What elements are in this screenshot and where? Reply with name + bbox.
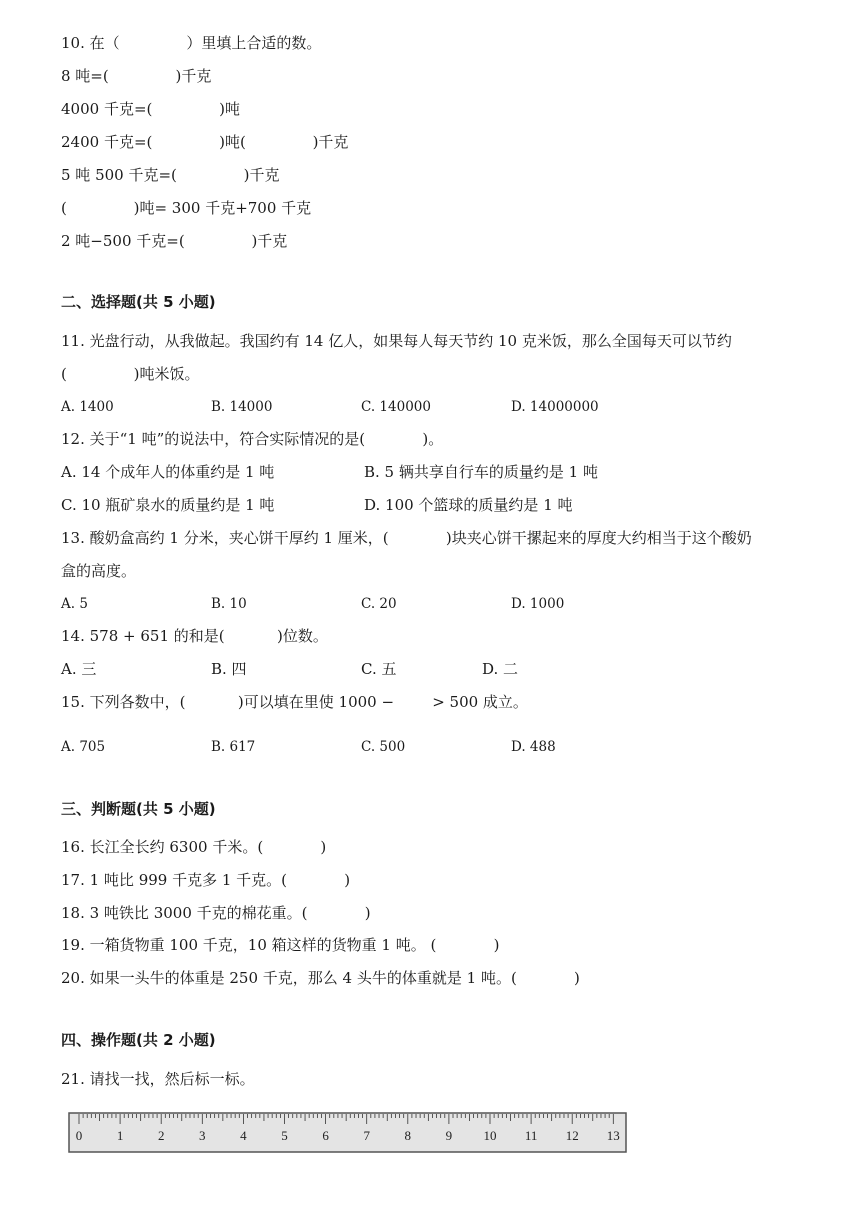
question-10-line-4: 5 吨 500 千克=( )千克 xyxy=(61,166,280,184)
question-10-stem: 10. 在（ ）里填上合适的数。 xyxy=(61,34,322,52)
question-14-stem: 14. 578 + 651 的和是( )位数。 xyxy=(61,627,328,645)
section-heading-judgment: 三、判断题(共 5 小题) xyxy=(61,800,216,818)
option-a[interactable]: A. 5 xyxy=(61,596,88,612)
option-c[interactable]: C. 140000 xyxy=(361,399,431,415)
question-21-stem: 21. 请找一找，然后标一标。 xyxy=(61,1070,255,1088)
ruler-label: 4 xyxy=(240,1128,247,1143)
ruler-label: 0 xyxy=(75,1128,83,1143)
question-11-stem-line-2: ( )吨米饭。 xyxy=(61,365,200,383)
option-b[interactable]: B. 四 xyxy=(211,660,247,678)
question-13-options xyxy=(61,594,821,614)
question-17: 17. 1 吨比 999 千克多 1 千克。( ) xyxy=(61,871,351,889)
question-13-stem-line-2: 盒的高度。 xyxy=(61,562,137,580)
question-13-stem-line-1: 13. 酸奶盒高约 1 分米，夹心饼干厚约 1 厘米，( )块夹心饼干摞起来的厚度大约相当于这个酸奶 xyxy=(61,529,752,547)
ruler-body xyxy=(69,1113,626,1152)
ruler-label: 13 xyxy=(606,1128,620,1143)
ruler-label: 5 xyxy=(281,1128,288,1143)
section-heading-operation: 四、操作题(共 2 小题) xyxy=(61,1031,216,1049)
question-11-stem-line-1: 11. 光盘行动，从我做起。我国约有 14 亿人，如果每人每天节约 10 克米饭，那么全国每天可以节约 xyxy=(61,332,732,350)
ruler-label: 7 xyxy=(363,1128,370,1143)
ruler-label: 10 xyxy=(483,1128,497,1143)
ruler-label: 6 xyxy=(322,1128,329,1143)
question-10-line-2: 4000 千克=( )吨 xyxy=(61,100,240,118)
question-20: 20. 如果一头牛的体重是 250 千克，那么 4 头牛的体重就是 1 吨。( ) xyxy=(61,969,580,987)
ruler-label: 2 xyxy=(157,1128,165,1143)
question-10-line-3: 2400 千克=( )吨( )千克 xyxy=(61,133,349,151)
option-d[interactable]: D. 14000000 xyxy=(511,399,599,415)
ruler-label: 12 xyxy=(565,1128,579,1143)
question-16: 16. 长江全长约 6300 千米。( ) xyxy=(61,838,327,856)
option-a[interactable]: A. 705 xyxy=(61,739,106,755)
option-c[interactable]: C. 500 xyxy=(361,739,406,755)
option-a[interactable]: A. 14 个成年人的体重约是 1 吨 xyxy=(61,463,275,481)
question-14-options xyxy=(61,659,821,679)
option-d[interactable]: D. 1000 xyxy=(511,596,565,612)
question-19: 19. 一箱货物重 100 千克，10 箱这样的货物重 1 吨。 ( ) xyxy=(61,936,500,954)
option-b[interactable]: B. 14000 xyxy=(211,399,273,415)
question-10-line-5: ( )吨= 300 千克+700 千克 xyxy=(61,199,312,217)
option-c[interactable]: C. 10 瓶矿泉水的质量约是 1 吨 xyxy=(61,496,275,514)
ruler-label: 9 xyxy=(445,1128,453,1143)
ruler-label: 8 xyxy=(404,1128,412,1143)
question-10-line-6: 2 吨−500 千克=( )千克 xyxy=(61,232,288,250)
question-10-line-1: 8 吨=( )千克 xyxy=(61,67,212,85)
ruler-label: 3 xyxy=(199,1128,206,1143)
question-12-options-row-2 xyxy=(61,495,821,515)
question-11-options xyxy=(61,397,821,417)
option-b[interactable]: B. 10 xyxy=(211,596,247,612)
option-b[interactable]: B. 617 xyxy=(211,739,256,755)
question-18: 18. 3 吨铁比 3000 千克的棉花重。( ) xyxy=(61,904,371,922)
ruler-label: 11 xyxy=(524,1128,538,1143)
option-a[interactable]: A. 三 xyxy=(61,660,97,678)
question-15-stem: 15. 下列各数中，( )可以填在里使 1000 − > 500 成立。 xyxy=(61,693,528,711)
question-12-stem: 12. 关于“1 吨”的说法中，符合实际情况的是( )。 xyxy=(61,430,444,448)
option-c[interactable]: C. 五 xyxy=(361,660,397,678)
question-12-options-row-1 xyxy=(61,462,821,482)
option-d[interactable]: D. 二 xyxy=(482,660,519,678)
option-b[interactable]: B. 5 辆共享自行车的质量约是 1 吨 xyxy=(364,463,598,481)
option-a[interactable]: A. 1400 xyxy=(61,399,114,415)
section-heading-choice: 二、选择题(共 5 小题) xyxy=(61,293,216,311)
ruler xyxy=(68,1112,628,1154)
option-c[interactable]: C. 20 xyxy=(361,596,397,612)
ruler-label: 1 xyxy=(116,1128,124,1143)
question-15-options xyxy=(61,737,821,757)
option-d[interactable]: D. 488 xyxy=(511,739,556,755)
option-d[interactable]: D. 100 个篮球的质量约是 1 吨 xyxy=(364,496,573,514)
